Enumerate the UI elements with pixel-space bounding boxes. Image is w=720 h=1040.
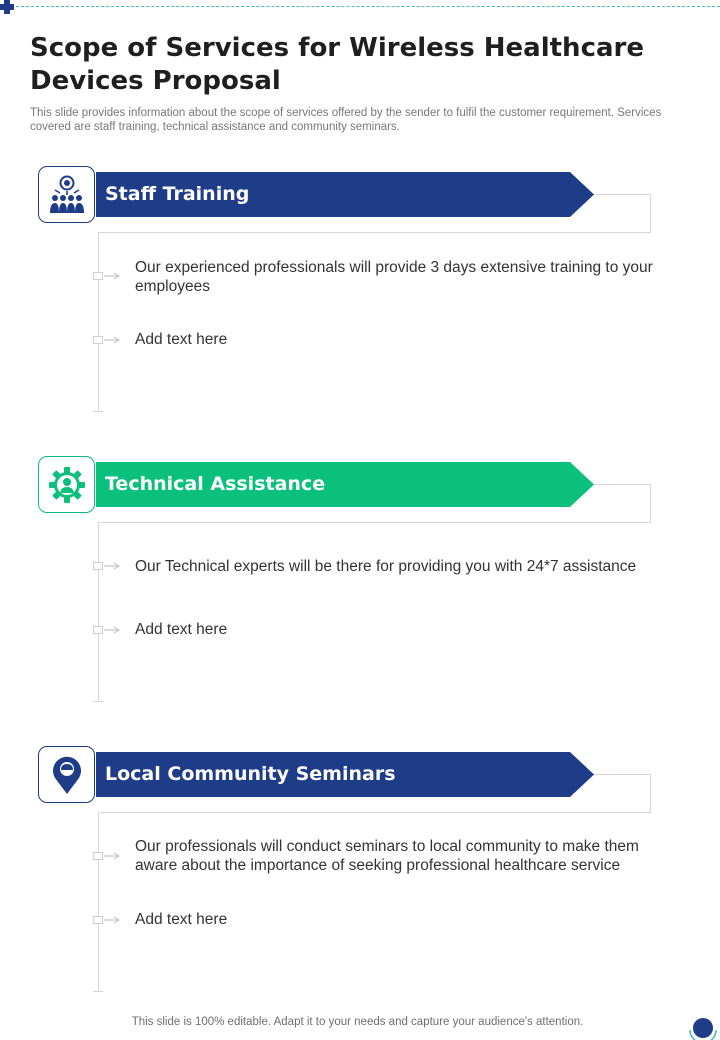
section-banner: [96, 462, 594, 507]
timeline-line: [98, 523, 99, 701]
technical-assistance-icon: [38, 456, 95, 513]
section-banner: [96, 172, 594, 217]
bullet-marker: [93, 336, 103, 344]
section-heading: Technical Assistance: [105, 473, 326, 495]
list-item: Our professionals will conduct seminars to local community to make them aware about the importance of seeking professional healthcare service: [135, 838, 639, 874]
bullet-marker: [93, 626, 103, 634]
section-heading: Staff Training: [105, 183, 250, 205]
timeline-end: [93, 701, 103, 702]
section-local-community-seminars: [0, 746, 720, 1006]
bullet-marker: [93, 562, 103, 570]
list-item: Our experienced professionals will provide 3 days extensive training to your employees: [135, 259, 653, 295]
arrow-icon: [104, 561, 122, 571]
page-subtitle: This slide provides information about the scope of services offered by the sender to fulfil the customer requirement. Services covered are staff training, technical assistance and community seminars.: [30, 107, 662, 133]
arrow-icon: [104, 271, 122, 281]
arrow-icon: [104, 625, 122, 635]
list-item: Add text here: [135, 621, 228, 638]
arrow-icon: [104, 915, 122, 925]
logo-icon: [687, 1012, 719, 1040]
top-dashed-line: [16, 6, 720, 7]
timeline-line: [98, 813, 99, 991]
arrow-icon: [104, 335, 122, 345]
timeline-end: [93, 991, 103, 992]
plus-icon: [0, 0, 14, 14]
list-item: Our Technical experts will be there for providing you with 24*7 assistance: [135, 558, 637, 575]
timeline-line: [98, 233, 99, 411]
arrow-icon: [104, 851, 122, 861]
location-pin-icon: [38, 746, 95, 803]
staff-training-icon: [38, 166, 95, 223]
section-staff-training: [0, 166, 720, 426]
section-heading: Local Community Seminars: [105, 763, 396, 785]
section-banner: [96, 752, 594, 797]
bullet-marker: [93, 916, 103, 924]
bullet-marker: [93, 852, 103, 860]
page-title: Scope of Services for Wireless Healthcare Devices Proposal: [30, 33, 644, 96]
section-technical-assistance: [0, 456, 720, 716]
footer-note: This slide is 100% editable. Adapt it to your needs and capture your audience's attention.: [131, 1016, 584, 1028]
timeline-end: [93, 411, 103, 412]
bullet-marker: [93, 272, 103, 280]
list-item: Add text here: [135, 911, 228, 928]
list-item: Add text here: [135, 331, 228, 348]
